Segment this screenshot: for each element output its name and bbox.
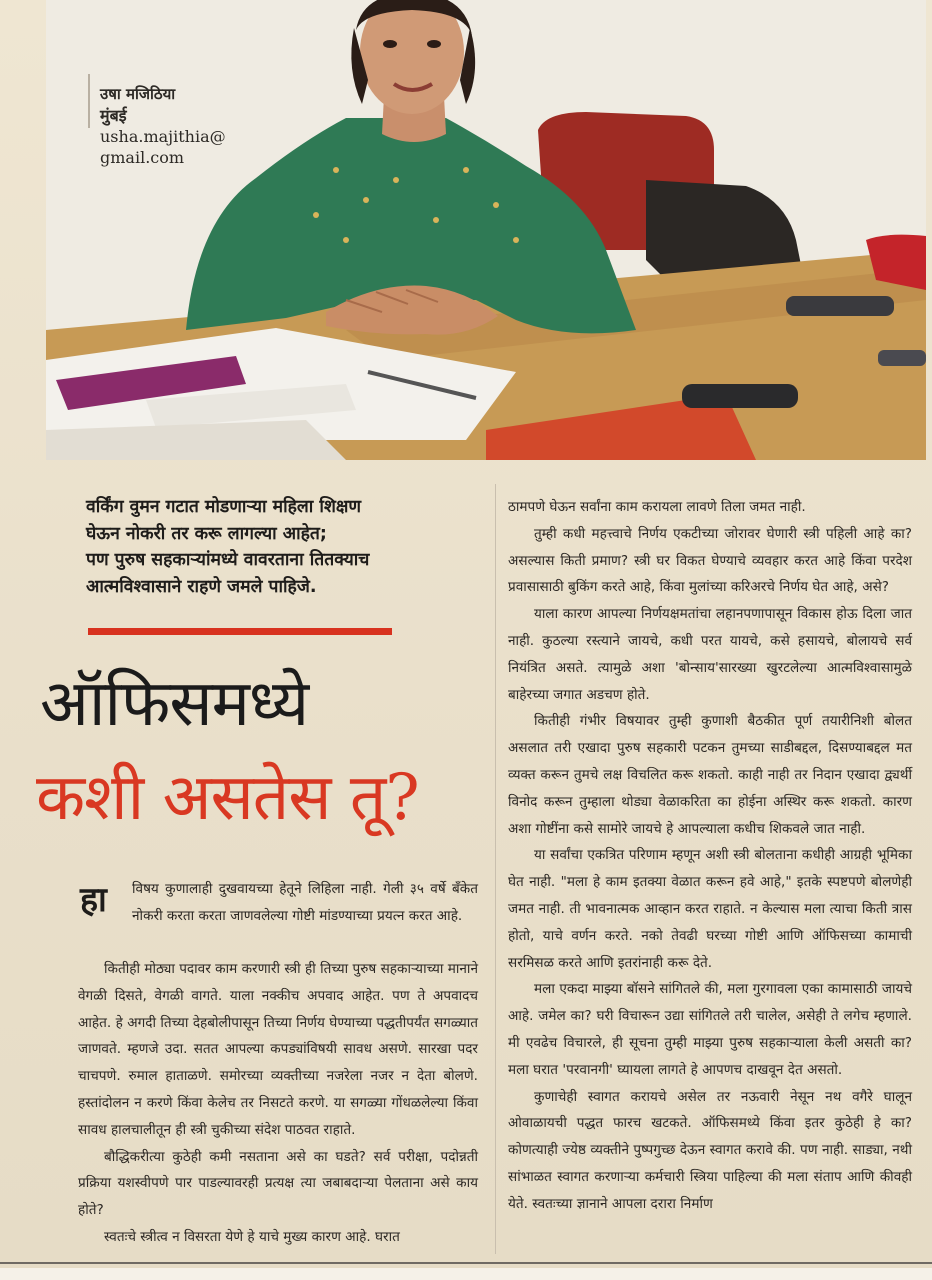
right-column: [508, 494, 912, 1218]
paragraph: मला एकदा माझ्या बॉसने सांगितले की, मला गुरगावला एका कामासाठी जायचे आहे. जमेल का? घरी विचारून उद्या सांगितले तरी चालेल, असेही ते लगेच म्हणाले. मी एवढेच विचारले, ही सूचना तुम्ही माझ्या पुरुष सहकाऱ्याला केली असती का? मला घरात 'परवानगी' घ्यायला लागते हे आपणच दाखवून देत असतो.: [508, 981, 912, 1078]
red-divider-bar: [88, 628, 392, 635]
deck-line: घेऊन नोकरी तर करू लागल्या आहेत;: [86, 523, 327, 544]
paragraph: बौद्धिकरीत्या कुठेही कमी नसताना असे का घडते? सर्व परीक्षा, पदोन्नती प्रक्रिया यशस्वीपणे पार पाडल्यावरही प्रत्यक्ष त्या जबाबदाऱ्या पेलताना असे काय होते?: [78, 1148, 478, 1219]
left-column: [78, 956, 478, 1251]
author-email-line1: usha.majithia@: [100, 127, 226, 146]
column-divider: [495, 484, 496, 1254]
paragraph: स्वतःचे स्त्रीत्व न विसरता येणे हे याचे मुख्य कारण आहे. घरात: [104, 1228, 400, 1245]
lead-text: विषय कुणालाही दुखवायच्या हेतूने लिहिला नाही. गेली ३५ वर्षे बँकेत नोकरी करता करता जाणवलेल्या गोष्टी मांडण्याच्या प्रयत्न करत आहे.: [132, 881, 478, 924]
author-email-line2: gmail.com: [100, 148, 185, 167]
byline: [100, 84, 226, 168]
lead-paragraph: [132, 876, 478, 930]
drop-cap: हा: [80, 880, 107, 920]
author-city: मुंबई: [100, 106, 127, 125]
byline-rule: [88, 74, 90, 128]
deck-line: आत्मविश्वासाने राहणे जमले पाहिजे.: [86, 576, 317, 597]
headline-line1: ऑफिसमध्ये: [40, 667, 309, 741]
article-photo: [46, 0, 926, 460]
headline-line2: कशी असतेस तू?: [36, 761, 419, 835]
paragraph: ठामपणे घेऊन सर्वांना काम करायला लावणे तिला जमत नाही.: [508, 499, 806, 515]
paragraph: कितीही मोठ्या पदावर काम करणारी स्त्री ही तिच्या पुरुष सहकाऱ्याच्या मानाने वेगळी दिसते, वेगळी वागते. याला नक्कीच अपवाद आहेत. पण ते अपवादच आहेत. हे अगदी तिच्या देहबोलीपासून तिच्या निर्णय घेण्याच्या पद्धतीपर्यंत सगळ्यात जाणवते. म्हणजे उदा. सतत आपल्या कपड्यांविषयी सावध असणे. सारखा पदर चाचपणे. रुमाल हाताळणे. समोरच्या व्यक्तीच्या नजरेला नजर न देता बोलणे. हस्तांदोलन न करणे किंवा केलेच तर निसटते करणे. या सगळ्या गोंधळलेल्या किंवा सावध हालचालीतून ही स्त्री चुकीच्या संदेश पाठवत राहाते.: [78, 961, 478, 1138]
paragraph: कुणाचेही स्वागत करायचे असेल तर नऊवारी नेसून नथ वगैरे घालून ओवाळायची पद्धत फारच खटकते. ऑफिसमध्ये किंवा इतर कुठेही हे का? कोणत्याही ज्येष्ठ व्यक्तीने पुष्पगुच्छ देऊन स्वागत करावे की. पण नाही. साड्या, नथी सांभाळत स्वागत करणाऱ्या कर्मचारी स्त्रिया पाहिल्या की मला संताप आणि कीवही येते. स्वतःच्या ज्ञानाने आपला दरारा निर्माण: [508, 1088, 912, 1212]
page-edge: [0, 1268, 932, 1280]
paragraph: तुम्ही कधी महत्त्वाचे निर्णय एकटीच्या जोरावर घेणारी स्त्री पहिली आहे का? असल्यास किती प्रमाण? स्त्री घर विकत घेण्याचे व्यवहार करत आहे किंवा परदेश प्रवासासाठी बुकिंग करते आहे, किंवा मुलांच्या करिअरचे निर्णय घेत आहे, असे?: [508, 525, 912, 596]
author-name: उषा मजिठिया: [100, 85, 176, 103]
bottom-rule: [0, 1262, 932, 1264]
photo-woman-at-desk: [46, 0, 926, 460]
article-deck: [86, 494, 496, 600]
paragraph: या सर्वांचा एकत्रित परिणाम म्हणून अशी स्त्री बोलताना कधीही आग्रही भूमिका घेत नाही. "मला हे काम इतक्या वेळात करून हवे आहे," इतके स्पष्टपणे बोलणेही जमत नाही. ती भावनात्मक आव्हान करत राहाते. न केल्यास मला त्याचा किती त्रास होतो, याचे वर्णन करते. नको तेवढी घरच्या गोष्टी आणि ऑफिसच्या कामाची सरमिसळ करते आणि इतरांनाही करू देते.: [508, 847, 912, 971]
paragraph: याला कारण आपल्या निर्णयक्षमतांचा लहानपणापासून विकास होऊ दिला जात नाही. कुठल्या रस्त्याने जायचे, कधी परत यायचे, कसे हसायचे, बोलायचे सर्व नियंत्रित असते. त्यामुळे अशा 'बोन्साय'सारख्या खुरटलेल्या आत्मविश्वासामुळे बाहेरच्या जगात अडचण होते.: [508, 606, 912, 703]
paragraph: कितीही गंभीर विषयावर तुम्ही कुणाशी बैठकीत पूर्ण तयारीनिशी बोलत असलात तरी एखादा पुरुष सहकारी पटकन तुमच्या साडीबद्दल, दिसण्याबद्दल मत व्यक्त करून तुमचे लक्ष विचलित करू शकतो. काही नाही तर निदान एखादा द्व्यर्थी विनोद करून तुम्हाला थोड्या वेळाकरिता का होईना अस्थिर करू शकतो. कारण अशा गोष्टींना कसे सामोरे जायचे हे आपल्याला कधीच शिकवले जात नाही.: [508, 713, 912, 837]
deck-line: पण पुरुष सहकाऱ्यांमध्ये वावरताना तितक्याच: [86, 550, 370, 570]
deck-line: वर्किंग वुमन गटात मोडणाऱ्या महिला शिक्षण: [86, 497, 362, 517]
